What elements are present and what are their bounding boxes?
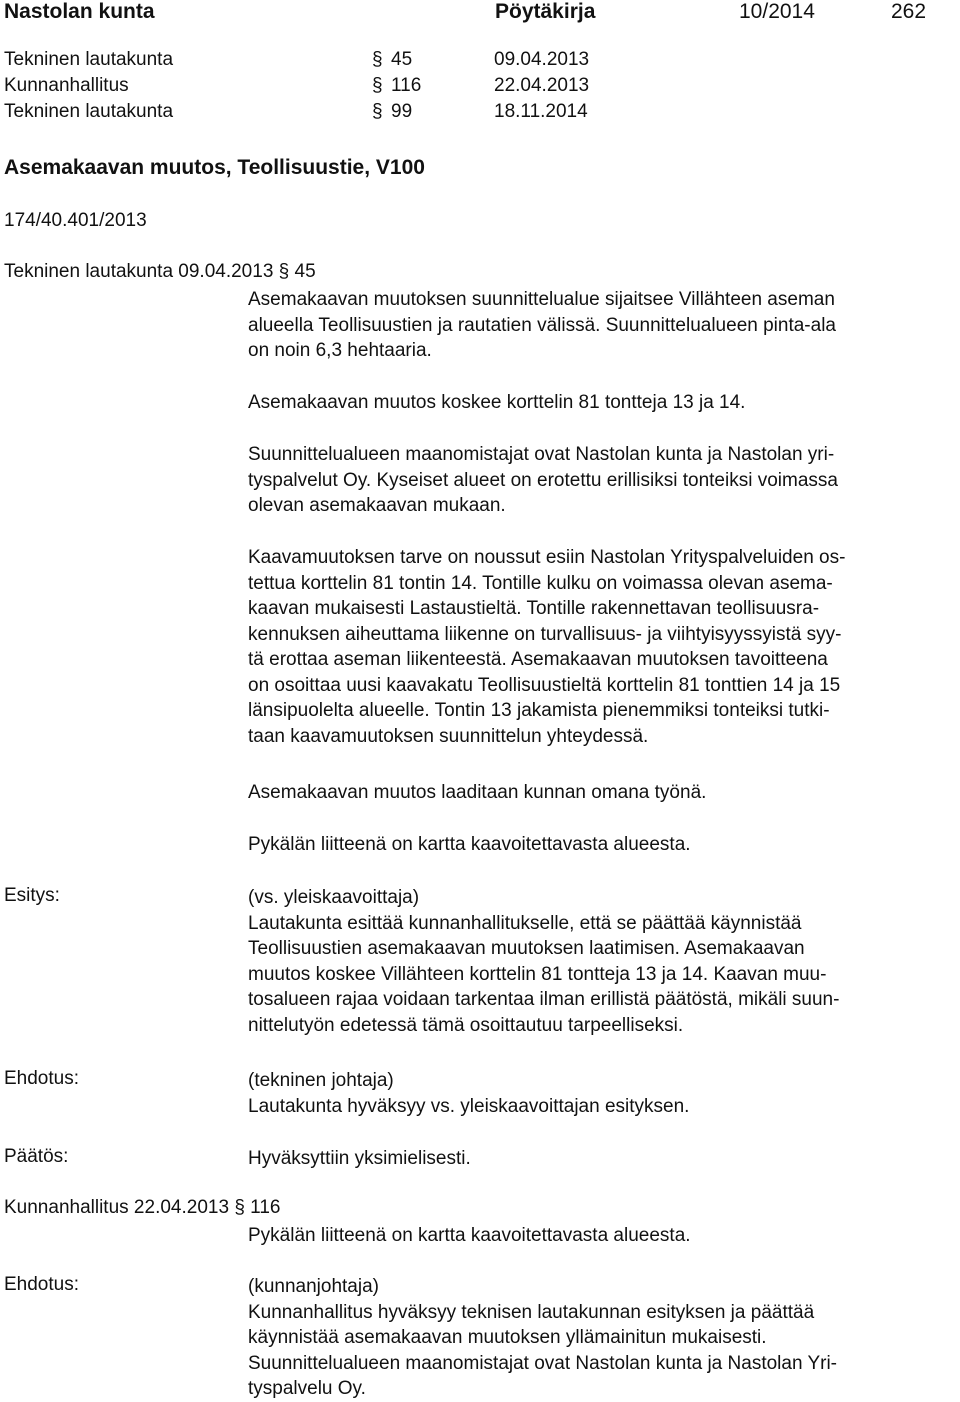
text-line: kaavan mukaisesti Lastaustieltä. Tontille rakennettavan teollisuusra- [248, 598, 820, 619]
document-type: Pöytäkirja [495, 0, 596, 23]
history-date: 22.04.2013 [494, 75, 590, 96]
text-line: Teollisuustien asemakaavan muutoksen laatimisen. Asemakaavan [248, 938, 805, 959]
section-mark: § [372, 49, 383, 70]
history-date: 09.04.2013 [494, 49, 590, 70]
document-number: 10/2014 [739, 0, 815, 23]
history-section: 116 [391, 75, 422, 96]
history-date: 18.11.2014 [494, 101, 588, 122]
text-line: on noin 6,3 hehtaaria. [248, 340, 432, 361]
board-section: 45 [294, 261, 316, 282]
board-heading [4, 1197, 280, 1219]
text-line: Asemakaavan muutos koskee korttelin 81 tontteja 13 ja 14. [248, 392, 746, 413]
text-line: nittelutyön edetessä tämä osoittautuu tarpeelliseksi. [248, 1014, 684, 1036]
paragraph [248, 1223, 948, 1249]
text-line: tettua korttelin 81 tontin 14. Tontille kulku on voimassa olevan asema- [248, 572, 833, 594]
history-body: Tekninen lautakunta [4, 101, 174, 122]
text-line: Kaavamuutoksen tarve on noussut esiin Nastolan Yrityspalveluiden os- [248, 547, 846, 568]
text-line: tyspalvelut Oy. Kyseiset alueet on erotettu erillisiksi tonteiksi voimassa [248, 469, 838, 491]
page-number: 262 [891, 0, 927, 23]
text-line: tä erottaa aseman liikenteestä. Asemakaavan muutoksen tavoitteena [248, 649, 828, 670]
section-mark: § [372, 101, 383, 122]
esitys-label: Esitys: [4, 885, 60, 906]
history-body: Tekninen lautakunta [4, 49, 174, 70]
paragraph [248, 545, 948, 749]
paragraph [248, 442, 948, 519]
text-line: muutos koskee Villähteen korttelin 81 tontteja 13 ja 14. Kaavan muu- [248, 963, 827, 985]
municipality-name: Nastolan kunta [4, 0, 155, 23]
ehdotus-text [248, 1068, 948, 1119]
board-heading-text: Tekninen lautakunta 09.04.2013 [4, 261, 274, 282]
text-line: Hyväksyttiin yksimielisesti. [248, 1148, 471, 1169]
section-mark: § [234, 1197, 245, 1218]
text-line: Lautakunta hyväksyy vs. yleiskaavoittajan esityksen. [248, 1095, 690, 1117]
paragraph [248, 780, 948, 806]
history-section: 99 [391, 101, 413, 122]
text-line: Suunnittelualueen maanomistajat ovat Nastolan kunta ja Nastolan Yri- [248, 1352, 837, 1374]
text-line: Kunnanhallitus hyväksyy teknisen lautakunnan esityksen ja päättää [248, 1301, 815, 1323]
paragraph [248, 832, 948, 858]
text-line: taan kaavamuutoksen suunnittelun yhteydessä. [248, 725, 649, 747]
text-line: on osoittaa uusi kaavakatu Teollisuustieltä korttelin 81 tonttien 14 ja 15 [248, 674, 841, 696]
text-line: olevan asemakaavan mukaan. [248, 495, 506, 516]
text-line: Asemakaavan muutoksen suunnittelualue sijaitsee Villähteen aseman [248, 289, 835, 310]
text-line: Pykälän liitteenä on kartta kaavoitettavasta alueesta. [248, 1225, 691, 1246]
text-line: käynnistää asemakaavan muutoksen yllämainitun mukaisesti. [248, 1327, 767, 1348]
text-line: (kunnanjohtaja) [248, 1276, 379, 1297]
case-title: Asemakaavan muutos, Teollisuustie, V100 [4, 156, 425, 179]
text-line: kennuksen aiheuttama liikenne on turvallisuus- ja viihtyisyyssyistä syy- [248, 623, 842, 645]
text-line: tyspalvelu Oy. [248, 1378, 366, 1399]
ehdotus-label: Ehdotus: [4, 1274, 79, 1295]
esitys-text [248, 885, 948, 1038]
paragraph [248, 390, 948, 416]
board-heading-text: Kunnanhallitus 22.04.2013 [4, 1197, 230, 1218]
case-number: 174/40.401/2013 [4, 210, 147, 231]
paatos-text [248, 1146, 948, 1172]
section-mark: § [278, 261, 290, 282]
history-body: Kunnanhallitus [4, 75, 129, 96]
paragraph [248, 287, 948, 364]
paatos-label: Päätös: [4, 1146, 69, 1167]
text-line: (tekninen johtaja) [248, 1070, 394, 1091]
text-line: (vs. yleiskaavoittaja) [248, 887, 420, 908]
board-heading [4, 261, 316, 283]
ehdotus-label: Ehdotus: [4, 1068, 79, 1089]
text-line: Asemakaavan muutos laaditaan kunnan omana työnä. [248, 782, 707, 803]
board-section: 116 [250, 1197, 281, 1218]
text-line: tosalueen rajaa voidaan tarkentaa ilman erillistä päätöstä, mikäli suun- [248, 989, 840, 1010]
text-line: Pykälän liitteenä on kartta kaavoitettavasta alueesta. [248, 834, 691, 855]
text-line: Lautakunta esittää kunnanhallitukselle, että se päättää käynnistää [248, 912, 802, 934]
text-line: länsipuolelta alueelle. Tontin 13 jakamista pienemmiksi tonteiksi tutki- [248, 700, 830, 721]
history-section: 45 [391, 49, 413, 70]
text-line: Suunnittelualueen maanomistajat ovat Nastolan kunta ja Nastolan yri- [248, 444, 835, 465]
ehdotus-text [248, 1274, 948, 1402]
text-line: alueella Teollisuustien ja rautatien välissä. Suunnittelualueen pinta-ala [248, 314, 836, 336]
section-mark: § [372, 75, 383, 96]
